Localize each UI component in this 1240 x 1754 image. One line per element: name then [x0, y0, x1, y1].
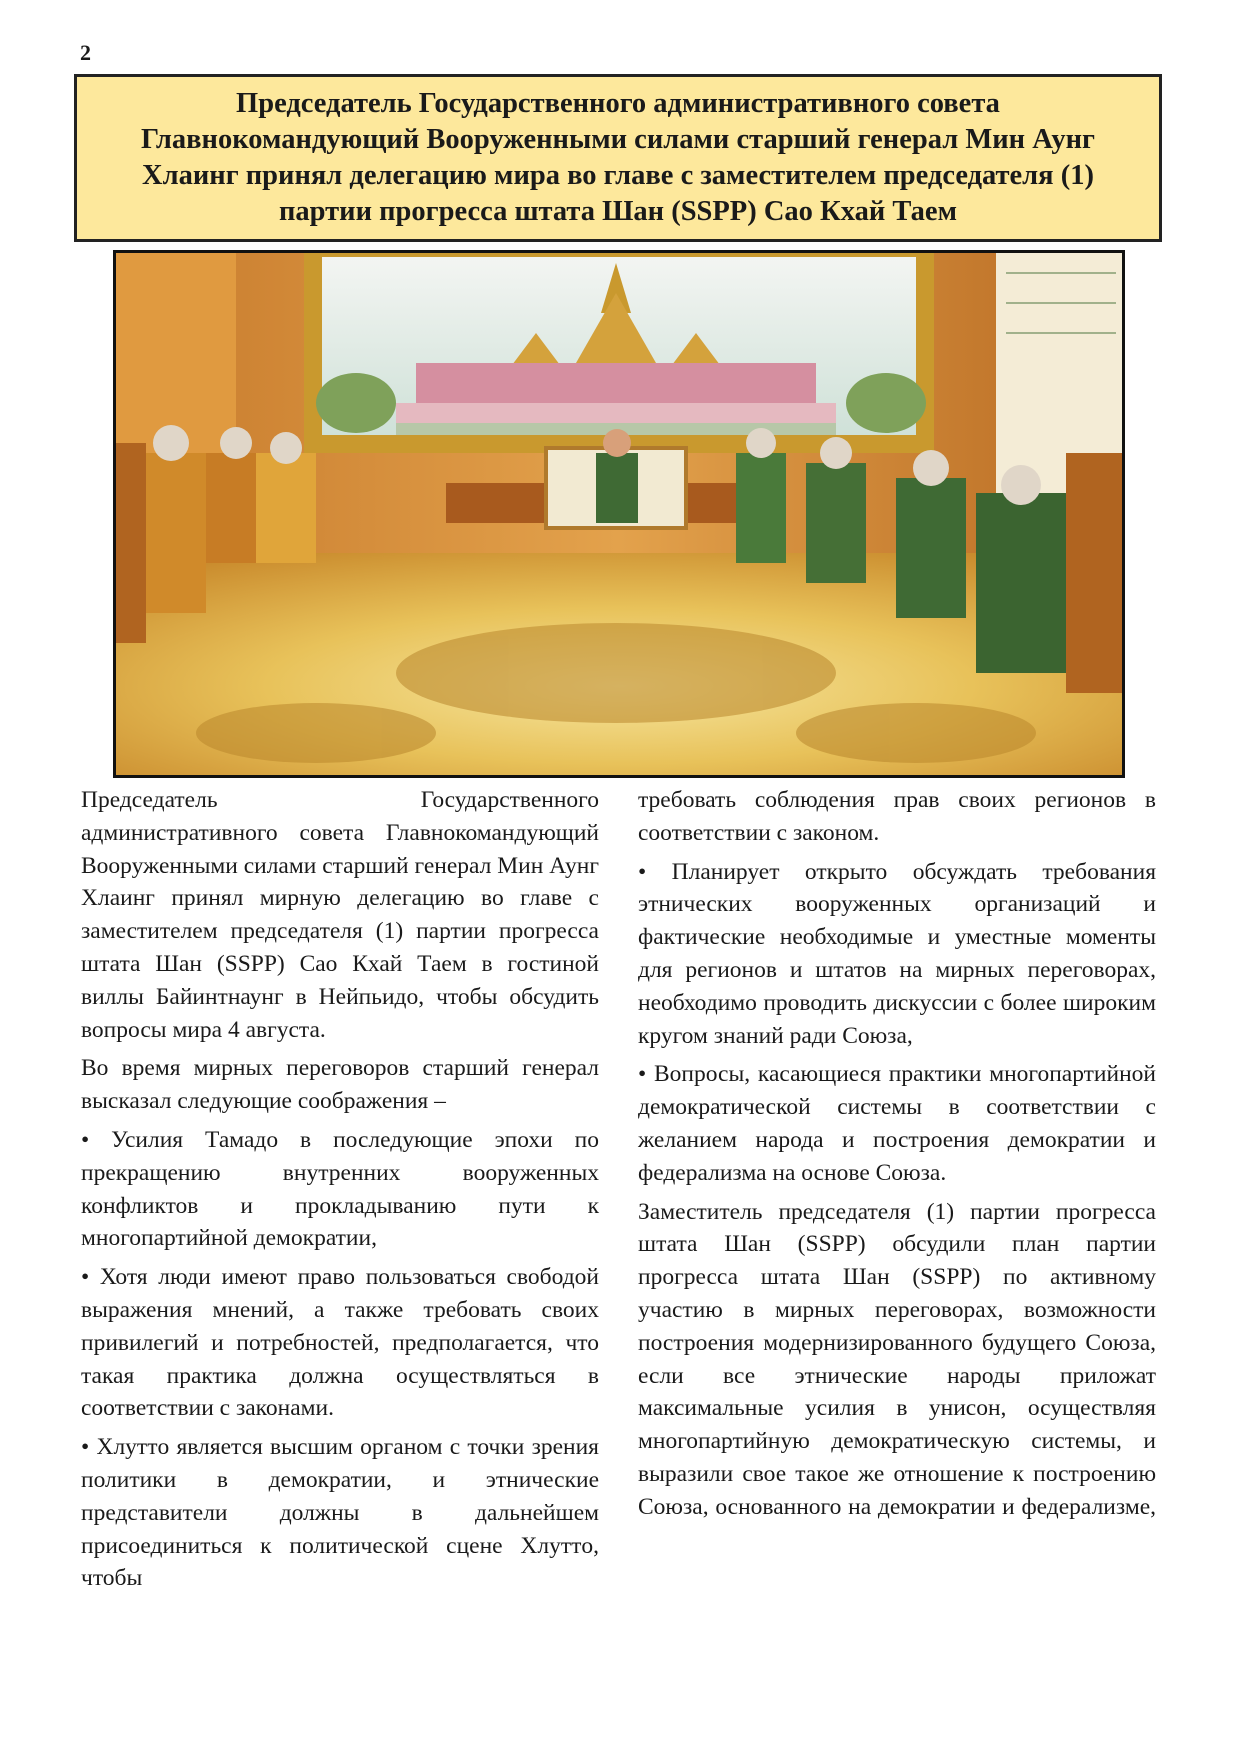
list-item: • Усилия Тамадо в последующие эпохи по прекращению внутренних вооруженных конфликтов и прокладыванию пути к многопартийной демократии,	[81, 1126, 599, 1252]
page-number: 2	[80, 40, 91, 65]
list-item: • Вопросы, касающиеся практики многопартийной демократической системы в соответствии с желанием народа и построения демократии и федерализма на основе Союза.	[638, 1061, 1156, 1186]
list-item: • Хлуттo является высшим органом с точки зрения политики в демократии, и этнические представители должны в дальнейшем присоединиться к политической сцене Хлуттo, чтобы	[81, 1434, 599, 1592]
paragraph: Во время мирных переговоров старший генерал высказал следующие соображения –	[81, 1055, 599, 1115]
meeting-photo-icon	[116, 253, 1122, 775]
right-column	[638, 784, 1156, 1530]
list-item: • Планирует открыто обсуждать требования этнических вооруженных организаций и фактические необходимые и уместные моменты для регионов и штатов на мирных переговорах, необходимо проводить дискуссии с более широким кругом знаний ради Союза,	[638, 858, 1156, 1049]
paragraph: Заместитель председателя (1) партии прогресса штата Шан (SSPP) обсудили план партии прогресса штата Шан (SSPP) по активному участию в мирных переговорах, возможности построения модернизированного будущего Союза, если все этнические народы приложат максимальные усилия в унисон, осуществляя многопартийную демократическую системы, и выразили свое такое же отношение к построению Союза, основанного на демократии и федерализме,	[638, 1198, 1156, 1520]
headline: Председатель Государственного административного совета Главнокомандующий Вооруженными силами старший генерал Мин Аунг Хлаинг принял делегацию мира во главе с заместителем председателя (1) партии прогресса штата Шан (SSPP) Сао Кхай Таем	[141, 88, 1095, 227]
left-column	[81, 784, 599, 1601]
paragraph: требовать соблюдения прав своих регионов в соответствии с законом.	[638, 787, 1156, 846]
paragraph: Председатель Государственного административного совета Главнокомандующий Вооруженными силами старший генерал Мин Аунг Хлаинг принял мирную делегацию во главе с заместителем председателя (1) партии прогресса штата Шан (SSPP) Сао Кхай Таем в гостиной виллы Байинтнаунг в Нейпьидо, чтобы обсудить вопросы мира 4 августа.	[81, 787, 599, 1043]
meeting-photo	[113, 250, 1125, 778]
headline-box	[74, 74, 1162, 242]
list-item: • Хотя люди имеют право пользоваться свободой выражения мнений, а также требовать своих привилегий и потребностей, предполагается, что такая практика должна осуществляться в соответствии с законами.	[81, 1264, 599, 1422]
